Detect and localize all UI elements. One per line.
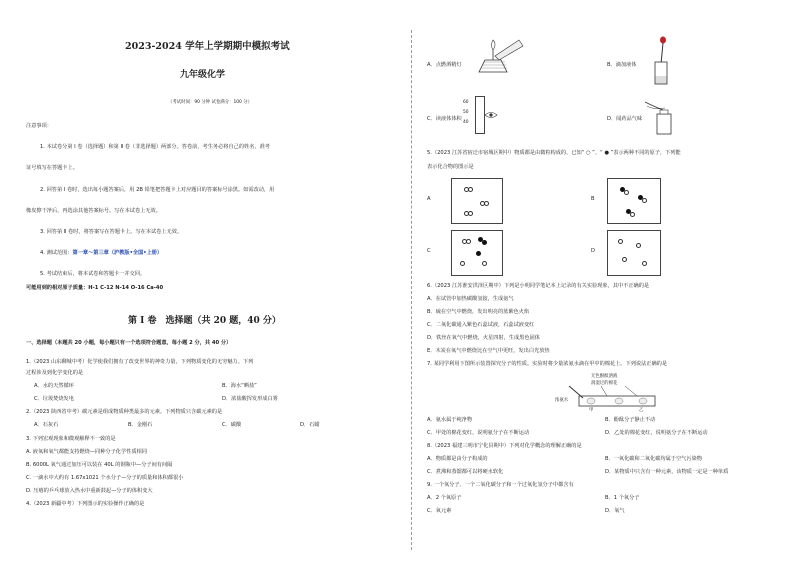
q7-option-c: C．甲处的棉花变红，说明氨分子在不断运动 xyxy=(427,430,530,436)
atom-white xyxy=(468,187,473,192)
atom-white xyxy=(482,261,487,266)
q1-option-b: B．海水“晒盐” xyxy=(222,383,257,389)
note-2b: 橡皮擦干净后，再选涂其他答案标号。写在本试卷上无效。 xyxy=(26,208,161,214)
atomic-masses: 可能用到的相对原子质量：H-1 C-12 N-14 O-16 Ca-40 xyxy=(26,285,164,291)
q7-label-phenolphthalein: 无色酚酞溶液 xyxy=(591,374,618,379)
atom-white xyxy=(484,201,489,206)
q6-line-d: D．铁丝在氧气中燃烧，火星四射，生成黑色固体 xyxy=(427,335,540,341)
q4-option-a: A．点燃酒精灯 xyxy=(427,62,462,68)
q4-option-c: C．读液体体积 xyxy=(427,116,462,122)
q5-stem-a: 5.（2023 江苏省宿迁市宿城区期中）物质都是由微粒构成的，已知“ ○ ”、“ ● ”表示两种不同的原子，下列能 xyxy=(427,150,681,156)
q7-label-cotton: 润湿过的棉花 xyxy=(591,381,618,386)
notes-heading: 注意事项： xyxy=(26,123,52,129)
q1-stem-b: 过程涉及到化学变化的是 xyxy=(26,370,84,376)
scale-label-40: 40 xyxy=(463,120,469,125)
exam-title: 2023-2024 学年上学期期中模拟考试 xyxy=(125,41,290,52)
eye-icon xyxy=(483,110,499,120)
section-heading: 第 Ⅰ 卷 选择题（共 20 题，40 分） xyxy=(128,316,281,326)
q6-line-c: C．二氧化碳通入紫色石蕊试液，石蕊试液变红 xyxy=(427,322,535,328)
note-4-range: 第一章～第三章（沪教版•全国•上册） xyxy=(72,250,163,256)
atom-white xyxy=(466,239,471,244)
dropper-figure xyxy=(647,36,677,86)
q7-label-jia: 甲 xyxy=(589,408,594,413)
atom-white xyxy=(636,243,641,248)
q4-option-d: D．闻药品气味 xyxy=(607,116,643,122)
q1-stem-a: 1.（2023 山东聊城中考）化学使我们拥有了改变世界的神奇力量，下列物质变化的无穷魅力。下列 xyxy=(26,359,254,365)
column-divider xyxy=(411,30,412,550)
q5-stem-b: 表示化合物的图示是 xyxy=(427,164,474,170)
q5-option-a: A xyxy=(427,196,431,202)
q7-label-yi: 乙 xyxy=(639,408,644,413)
q6-line-b: B．硫在空气中燃烧，发出明亮的蓝紫色火焰 xyxy=(427,309,530,315)
q3-stem: 3. 下列宏观现象和微观解释不一致的是 xyxy=(26,436,116,442)
atom-white xyxy=(642,261,647,266)
q9-option-b: B．1 个氧分子 xyxy=(605,495,640,501)
q1-option-d: D．浓盐酸挥发形成白雾 xyxy=(222,396,278,402)
q8-option-b: B．一氧化碳和二氧化碳均属于空气污染物 xyxy=(605,456,702,462)
gas-bottle-figure xyxy=(643,100,681,138)
scale-label-50: 50 xyxy=(463,110,469,115)
q8-option-a: A．物质都是由分子构成的 xyxy=(427,456,488,462)
q7-label-ammonia: 浓氨水 xyxy=(555,398,569,403)
atom-black xyxy=(476,251,481,256)
note-5: 5. 考试结束后，将本试卷和答题卡一并交回。 xyxy=(40,271,146,277)
q7-option-a: A．氨水属于纯净物 xyxy=(427,417,473,423)
q4-option-b: B．滴加液体 xyxy=(607,62,637,68)
note-1a: 1. 本试卷分第 Ⅰ 卷（选择题）和第 Ⅱ 卷（非选择题）两部分。答卷前，考生务必将自己的姓名、准考 xyxy=(40,144,270,150)
q5-box-c xyxy=(451,230,503,276)
q2-option-c: C．碳酸 xyxy=(222,422,242,428)
q7-apparatus-figure xyxy=(555,384,665,416)
atom-white xyxy=(624,190,629,195)
q9-stem: 9. 一个氧分子、一个二氧化碳分子和一个过氧化氢分子中都含有 xyxy=(427,482,574,488)
section-instructions: 一、选择题（本题共 20 小题，每小题只有一个选项符合题意，每小题 2 分，共 40 分） xyxy=(26,340,232,346)
q1-option-c: C．垃圾焚烧发电 xyxy=(34,396,74,402)
q5-box-b xyxy=(607,178,661,224)
exam-subject: 九年级化学 xyxy=(180,70,226,80)
q7-option-d: D．乙处的棉花变红，说明氨分子在不断运动 xyxy=(605,430,708,436)
right-column xyxy=(415,0,794,562)
note-1b: 证号填写在答题卡上。 xyxy=(26,165,78,171)
scale-label-60: 60 xyxy=(463,100,469,105)
atom-white xyxy=(630,212,635,217)
q9-option-c: C．氧元素 xyxy=(427,508,452,514)
q3-option-a: A. 液氧和氧气都能支持燃烧—同种分子化学性质相同 xyxy=(26,449,147,455)
q8-stem: 8.（2023 福建三明市宁化县期中）下列对化学概念的理解正确的是 xyxy=(427,443,582,449)
alcohol-lamp-figure xyxy=(467,36,527,76)
q6-line-e: E．木炭在氧气中燃烧比在空气中更旺，发出白光放热 xyxy=(427,348,550,354)
atom-white xyxy=(622,257,627,262)
q4-stem: 4.（2023 新疆中考）下列图示的实验操作正确的是 xyxy=(26,501,145,507)
atom-white xyxy=(642,198,647,203)
q2-option-a: A．石灰石 xyxy=(34,422,59,428)
q5-box-a xyxy=(451,178,503,224)
note-4 xyxy=(40,250,162,256)
q3-option-d: D. 压瘪的乒乓球放入热水中重新鼓起—分子的体积变大 xyxy=(26,488,153,494)
q9-option-a: A．2 个氧原子 xyxy=(427,495,462,501)
q6-stem: 6.（2023 江苏淮安洪泽区期中）下列是小明同学笔记本上记录的有关实验现象，其中不正确的是 xyxy=(427,283,650,289)
q5-option-b: B xyxy=(591,196,595,202)
q2-stem: 2.（2023 陕西省中考）碳元素是组成物质种类最多的元素。下列物质只含碳元素的是 xyxy=(26,409,223,415)
note-2a: 2. 回答第 Ⅰ 卷时，选出每小题答案后，用 2B 铅笔把答题卡上对应题目的答案标号涂黑。如需改动，用 xyxy=(40,187,275,193)
note-3: 3. 回答第 Ⅱ 卷时，将答案写在答题卡上。写在本试卷上无效。 xyxy=(40,229,183,235)
exam-info: （考试时间：90 分钟 试卷满分：100 分） xyxy=(168,100,253,105)
atom-white xyxy=(618,239,623,244)
q5-option-c: C xyxy=(427,248,431,254)
atom-white xyxy=(468,211,473,216)
q7-stem: 7. 某同学利用下图所示装置探究分子的性质。实验时将少量浓氨水滴在甲中的棉花上。下列说法正确的是 xyxy=(427,361,668,367)
atom-white xyxy=(460,261,465,266)
q3-option-b: B. 6000L 氧气通过加压可以装在 40L 的钢瓶中—分子间有间隔 xyxy=(26,462,173,468)
q7-option-b: B．酚酞分子静止不动 xyxy=(605,417,656,423)
q5-box-d xyxy=(607,230,661,276)
q8-option-d: D．某物质中只含有一种元素，该物质一定是一种单质 xyxy=(605,469,729,475)
q5-option-d: D xyxy=(591,248,595,254)
note-4-prefix: 4. 测试范围： xyxy=(40,250,73,256)
q2-option-b: B．金刚石 xyxy=(128,422,153,428)
q9-option-d: D．氧气 xyxy=(605,508,625,514)
q8-option-c: C．煮沸和蒸馏都可以将硬水软化 xyxy=(427,469,504,475)
q2-option-d: D．石蜡 xyxy=(300,422,320,428)
atom-black xyxy=(482,240,487,245)
q3-option-c: C. 一滴水中大约有 1.67x1021 个水分子—分子的质量和体积都很小 xyxy=(26,475,184,481)
q1-option-a: A．水的天然循环 xyxy=(34,383,74,389)
q6-line-a: A．在试管中加热碳酸氢铵，生成氨气 xyxy=(427,296,514,302)
